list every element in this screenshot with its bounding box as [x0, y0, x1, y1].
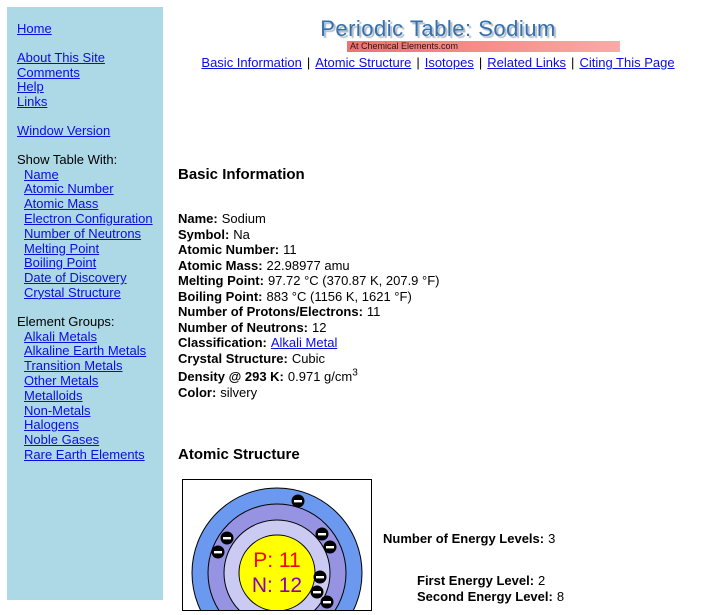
field-row-atomic-number	[178, 242, 440, 258]
nav-separator: |	[306, 55, 311, 70]
energy-levels-line	[383, 531, 555, 546]
field-value: Sodium	[221, 211, 266, 226]
bohr-model-image	[182, 479, 372, 611]
field-row-atomic-mass	[178, 258, 440, 274]
sidebar-link-electron-configuration[interactable]: Electron Configuration	[24, 210, 153, 226]
field-label: Crystal Structure:	[178, 350, 288, 366]
field-value: 883 °C (1156 K, 1621 °F)	[266, 288, 412, 304]
sidebar-link-rare-earth-elements[interactable]: Rare Earth Elements	[24, 446, 145, 462]
field-value: 22.98977 amu	[266, 257, 350, 273]
field-label: Boiling Point:	[178, 288, 263, 304]
electron-icon	[321, 596, 334, 609]
bohr-model-svg	[183, 480, 371, 610]
field-row-classification	[178, 335, 440, 351]
field-row-name	[178, 211, 440, 227]
field-label: Symbol:	[178, 226, 230, 242]
basic-information-heading: Basic Information	[178, 166, 305, 183]
field-value: silvery	[220, 384, 258, 400]
sidebar-link-number-of-neutrons[interactable]: Number of Neutrons	[24, 225, 142, 241]
neutron-count-label: N: 12	[251, 574, 303, 597]
field-row-neutrons	[178, 320, 440, 336]
sidebar-link-alkaline-earth-metals[interactable]: Alkaline Earth Metals	[24, 343, 147, 359]
nav-basic-information[interactable]: Basic Information	[201, 55, 302, 70]
classification-link[interactable]: Alkali Metal	[270, 335, 338, 350]
field-row-protons-electrons	[178, 304, 440, 320]
field-value: Cubic	[291, 350, 326, 366]
nucleus	[239, 535, 315, 610]
first-energy-level-label: First Energy Level:	[417, 573, 535, 588]
second-energy-level-value: 8	[556, 588, 565, 604]
field-label: Melting Point:	[178, 273, 264, 288]
field-row-color	[178, 385, 440, 401]
field-value: 11	[283, 242, 297, 257]
electron-icon	[311, 586, 324, 599]
atomic-structure-heading: Atomic Structure	[178, 446, 300, 463]
first-energy-level-value: 2	[538, 573, 546, 588]
field-value: 97.72 °C (370.87 K, 207.9 °F)	[267, 273, 440, 288]
electron-icon	[324, 541, 337, 554]
field-value: 11	[366, 304, 381, 319]
sidebar-link-boiling-point[interactable]: Boiling Point	[24, 255, 97, 271]
sidebar-link-name[interactable]: Name	[24, 166, 59, 182]
sidebar-link-transition-metals[interactable]: Transition Metals	[24, 358, 123, 374]
sidebar-link-metalloids[interactable]: Metalloids	[24, 387, 83, 403]
sidebar-link-atomic-number[interactable]: Atomic Number	[24, 181, 114, 197]
sidebar	[7, 7, 163, 600]
sidebar-link-home[interactable]: Home	[17, 21, 52, 36]
sidebar-link-other-metals[interactable]: Other Metals	[24, 372, 99, 388]
electron-icon	[221, 532, 234, 545]
nav-atomic-structure[interactable]: Atomic Structure	[315, 55, 412, 70]
sidebar-link-links[interactable]: Links	[17, 94, 48, 110]
show-table-heading: Show Table With:	[17, 151, 118, 167]
first-energy-level-line	[417, 573, 564, 589]
nav-citing-this-page[interactable]: Citing This Page	[579, 55, 675, 70]
field-value: 12	[312, 319, 327, 335]
element-groups-heading: Element Groups:	[17, 313, 115, 329]
main-content	[163, 0, 713, 604]
field-label: Classification:	[178, 335, 267, 350]
field-value: 0.971 g/cm	[287, 369, 353, 384]
field-label: Number of Neutrons:	[178, 319, 308, 335]
second-energy-level-line	[417, 589, 564, 605]
field-row-density	[178, 369, 440, 385]
site-logo: At Chemical Elements.com	[347, 41, 620, 52]
energy-levels-value: 3	[548, 531, 556, 546]
field-value: Na	[233, 226, 250, 242]
electron-icon	[292, 495, 305, 508]
sidebar-link-halogens[interactable]: Halogens	[24, 417, 79, 433]
nav-isotopes[interactable]: Isotopes	[424, 55, 474, 70]
sidebar-link-non-metals[interactable]: Non-Metals	[24, 402, 91, 418]
electron-icon	[314, 571, 327, 584]
nav-separator: |	[416, 55, 420, 70]
sidebar-link-help[interactable]: Help	[17, 79, 44, 95]
nav-separator: |	[571, 55, 575, 70]
energy-level-details	[417, 573, 564, 604]
field-row-boiling-point	[178, 289, 440, 305]
field-label: Atomic Number:	[178, 242, 280, 257]
field-row-symbol	[178, 227, 440, 243]
proton-count-label: P: 11	[253, 549, 301, 572]
sidebar-link-atomic-mass[interactable]: Atomic Mass	[24, 196, 99, 212]
sidebar-link-noble-gases[interactable]: Noble Gases	[24, 432, 100, 448]
field-label: Atomic Mass:	[178, 257, 263, 273]
page-title: Periodic Table: Sodium	[320, 16, 556, 41]
nav-related-links[interactable]: Related Links	[487, 55, 567, 70]
sidebar-link-alkali-metals[interactable]: Alkali Metals	[24, 328, 97, 344]
second-energy-level-label: Second Energy Level:	[417, 588, 553, 604]
page-nav	[163, 55, 713, 70]
field-label: Density @ 293 K:	[178, 369, 284, 384]
field-row-melting-point	[178, 273, 440, 289]
field-label: Number of Protons/Electrons:	[178, 304, 363, 319]
energy-levels-label: Number of Energy Levels:	[383, 531, 545, 546]
sidebar-link-date-of-discovery[interactable]: Date of Discovery	[24, 270, 127, 286]
sidebar-link-comments[interactable]: Comments	[17, 64, 80, 80]
sidebar-link-melting-point[interactable]: Melting Point	[24, 240, 100, 256]
field-label: Color:	[178, 384, 217, 400]
field-value-superscript: 3	[352, 367, 358, 379]
field-row-crystal-structure	[178, 351, 440, 367]
electron-icon	[212, 546, 225, 559]
electron-icon	[316, 528, 329, 541]
sidebar-link-window-version[interactable]: Window Version	[17, 122, 111, 138]
sidebar-link-about[interactable]: About This Site	[17, 49, 105, 65]
sidebar-link-crystal-structure[interactable]: Crystal Structure	[24, 284, 121, 300]
nav-separator: |	[478, 55, 483, 70]
basic-information-fields	[178, 211, 440, 400]
field-label: Name:	[178, 211, 218, 226]
